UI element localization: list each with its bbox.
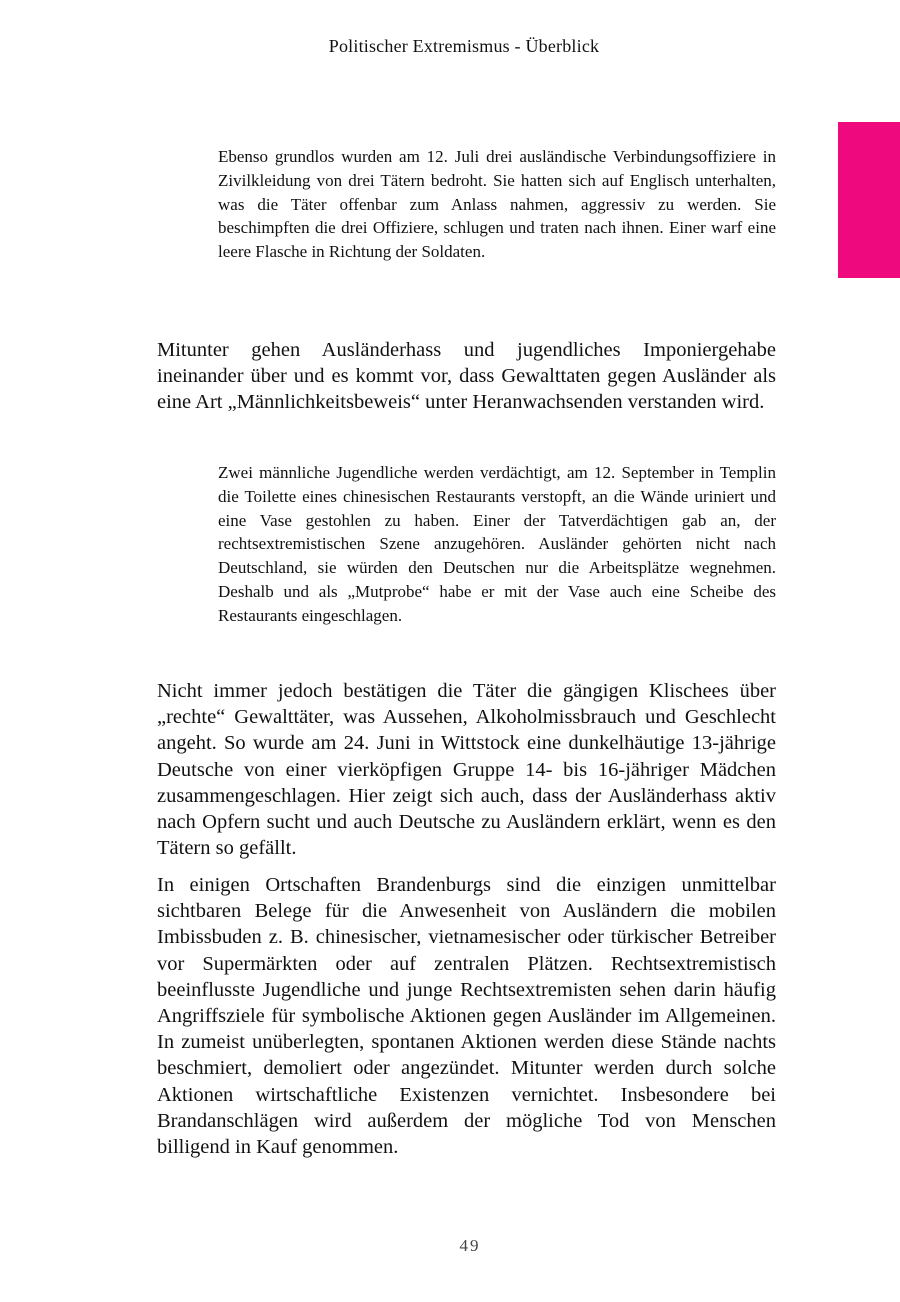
quote-block-templin: Zwei männliche Jugendliche werden verdächtigt, am 12. September in Templin die Toilette eines chinesischen Restaurants verstopft, an die Wände uriniert und eine Vase gestohlen zu haben. Einer der Tatverdächtigen gab an, der rechtsextremistischen Szene anzugehören. Ausländer gehörten nicht nach Deutschland, sie würden den Deutschen nur die Arbeitsplätze wegnehmen. Deshalb und als „Mutprobe“ habe er mit der Vase auch eine Scheibe des Restaurants eingeschlagen. <box>218 463 776 625</box>
paragraph-klischees: Nicht immer jedoch bestätigen die Täter die gängigen Klischees über „rechte“ Gewalttäter, was Aussehen, Alkoholmissbrauch und Geschlecht angeht. So wurde am 24. Juni in Wittstock eine dunkelhäutige 13-jährige Deutsche von einer vierköpfigen Gruppe 14- bis 16-jähriger Mädchen zusammengeschlagen. Hier zeigt sich auch, dass der Ausländerhass aktiv nach Opfern sucht und auch Deutsche zu Ausländern erklärt, wenn es den Tätern so gefällt. <box>157 680 776 860</box>
paragraph-imbissbuden: In einigen Ortschaften Brandenburgs sind die einzigen unmittelbar sichtbaren Belege für die Anwesenheit von Ausländern die mobilen Imbissbuden z. B. chinesischer, vietnamesischer oder türkischer Betreiber vor Supermärkten oder auf zentralen Plätzen. Rechtsextremistisch beeinflusste Jugendliche und junge Rechtsextremisten sehen darin häufig Angriffsziele für symbolische Aktionen gegen Ausländer im Allgemeinen. In zumeist unüberlegten, spontanen Aktionen werden diese Stände nachts beschmiert, demoliert oder angezündet. Mitunter werden durch solche Aktionen wirtschaftliche Existenzen vernichtet. Insbesondere bei Brandanschlägen wird außerdem der mögliche Tod von Menschen billigend in Kauf genommen. <box>157 874 776 1159</box>
running-header: Politischer Extremismus - Überblick <box>328 36 600 56</box>
paragraph-imponiergehabe: Mitunter gehen Ausländerhass und jugendliches Imponiergehabe ineinander über und es kommt vor, dass Gewalttaten gegen Ausländer als eine Art „Männlichkeitsbeweis“ unter Heranwachsenden verstanden wird. <box>157 339 776 414</box>
page-number: 49 <box>459 1236 481 1255</box>
quote-block-officers: Ebenso grundlos wurden am 12. Juli drei ausländische Verbindungsoffiziere in Zivilkleidung von drei Tätern bedroht. Sie hatten sich auf Englisch unterhalten, was die Täter offenbar zum Anlass nahmen, aggressiv zu werden. Sie beschimpften die drei Offiziere, schlugen und traten nach ihnen. Einer warf eine leere Flasche in Richtung der Soldaten. <box>218 147 776 262</box>
chapter-tab-marker <box>838 122 900 278</box>
